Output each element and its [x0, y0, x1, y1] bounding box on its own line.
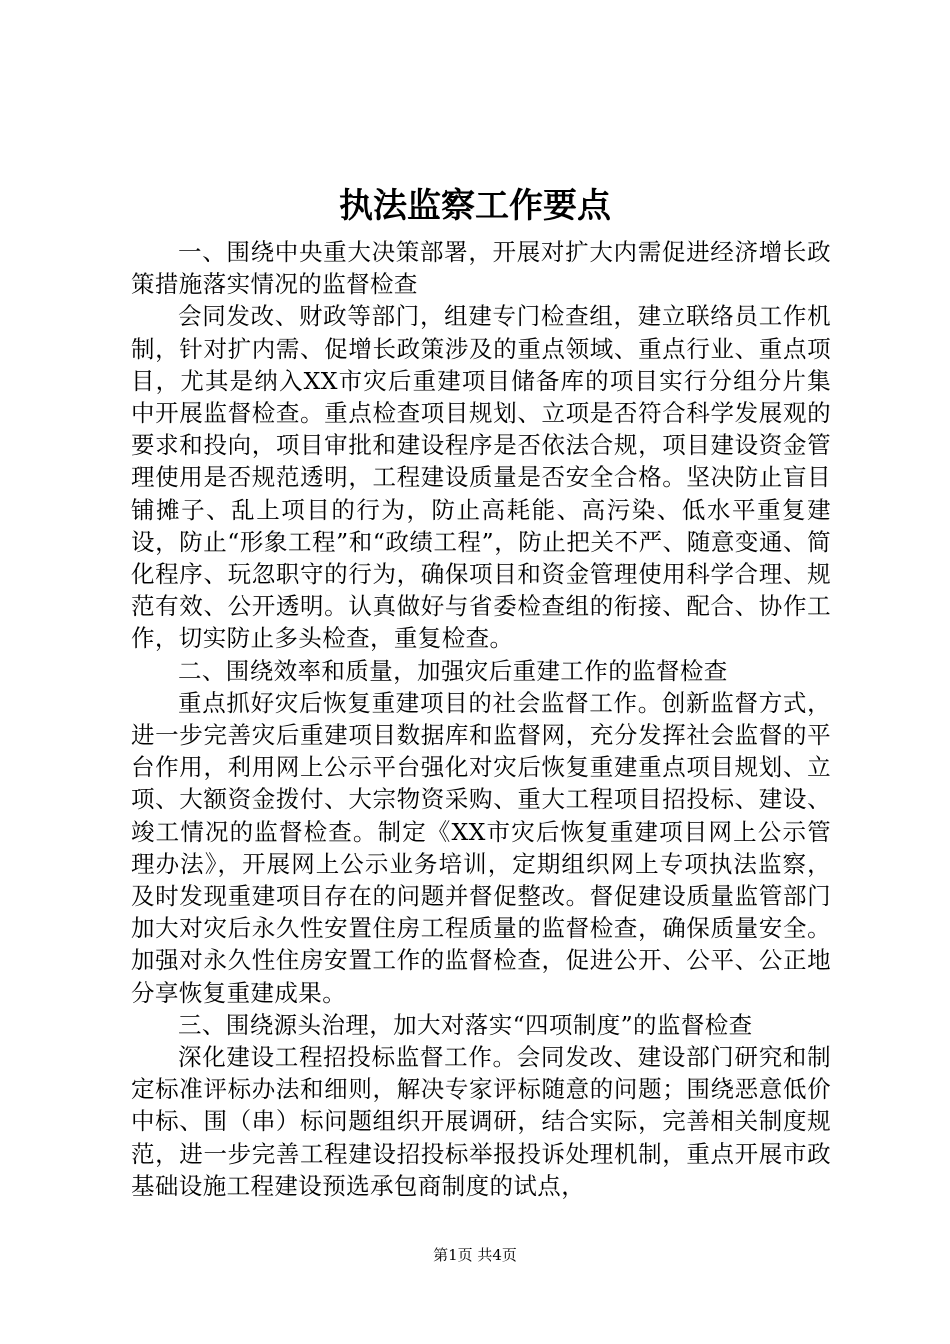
section-body-2: 重点抓好灾后恢复重建项目的社会监督工作。创新监督方式，进一步完善灾后重建项目数据库和监督网，充分发挥社会监督的平台作用，利用网上公示平台强化对灾后恢复重建重点项目规划、立项、大额资金拨付、大宗物资采购、重大工程项目招投标、建设、竣工情况的监督检查。制定《XX市灾后恢复重建项目网上公示管理办法》，开展网上公示业务培训，定期组织网上专项执法监察，及时发现重建项目存在的问题并督促整改。督促建设质量监管部门加大对灾后永久性安置住房工程质量的监督检查，确保质量安全。加强对永久性住房安置工作的监督检查，促进公开、公平、公正地分享恢复重建成果。: [131, 688, 831, 1007]
section-heading-1: 一、围绕中央重大决策部署，开展对扩大内需促进经济增长政策措施落实情况的监督检查: [131, 238, 831, 299]
document-title: 执法监察工作要点: [339, 186, 611, 226]
section-heading-2: 二、围绕效率和质量，加强灾后重建工作的监督检查: [178, 656, 728, 685]
document-body: [131, 236, 831, 1202]
section-body-3: 深化建设工程招投标监督工作。会同发改、建设部门研究和制定标准评标办法和细则，解决专家评标随意的问题；围绕恶意低价中标、围（串）标问题组织开展调研，结合实际，完善相关制度规范，进一步完善工程建设招投标举报投诉处理机制，重点开展市政基础设施工程建设预选承包商制度的试点，: [131, 1043, 831, 1200]
section-heading-3: 三、围绕源头治理，加大对落实“四项制度”的监督检查: [178, 1010, 753, 1039]
section-body-1: 会同发改、财政等部门，组建专门检查组，建立联络员工作机制，针对扩内需、促增长政策涉及的重点领域、重点行业、重点项目，尤其是纳入XX市灾后重建项目储备库的项目实行分组分片集中开展监督检查。重点检查项目规划、立项是否符合科学发展观的要求和投向，项目审批和建设程序是否依法合规，项目建设资金管理使用是否规范透明，工程建设质量是否安全合格。坚决防止盲目铺摊子、乱上项目的行为，防止高耗能、高污染、低水平重复建设，防止“形象工程”和“政绩工程”，防止把关不严、随意变通、简化程序、玩忽职守的行为，确保项目和资金管理使用科学合理、规范有效、公开透明。认真做好与省委检查组的衔接、配合、协作工作，切实防止多头检查，重复检查。: [131, 302, 831, 653]
page-footer: 第1页 共4页: [433, 1246, 517, 1264]
